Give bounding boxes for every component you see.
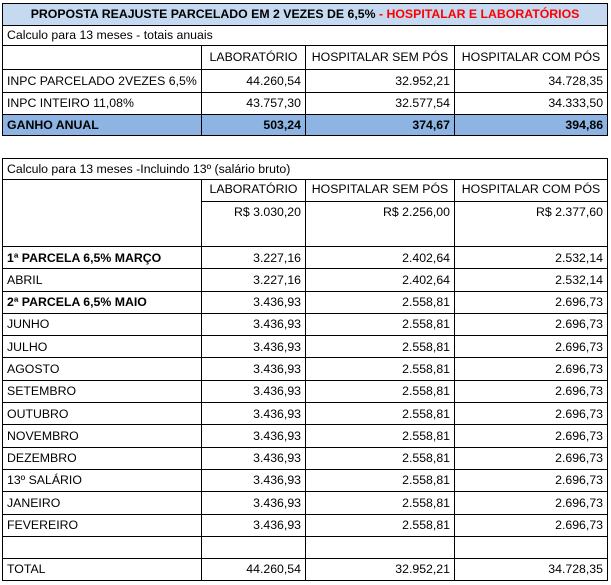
title-row [3, 4, 608, 26]
table2-body [3, 247, 608, 537]
cell-hosp-com-pos: 2.696,73 [455, 358, 608, 380]
row-label: TOTAL [3, 558, 202, 580]
spacer-cell [202, 536, 306, 558]
row-label: 2ª PARCELA 6,5% MAIO [3, 291, 202, 313]
cell-hosp-com-pos: 2.696,73 [455, 514, 608, 536]
cell-laboratorio: 3.436,93 [202, 403, 306, 425]
table1-row-parcelado [3, 70, 608, 93]
table2-row [3, 336, 608, 358]
spacer-cell [455, 536, 608, 558]
cell-laboratorio: 3.436,93 [202, 358, 306, 380]
cell-hosp-com-pos: 2.696,73 [455, 313, 608, 335]
cell-laboratorio: 3.436,93 [202, 380, 306, 402]
table2-header-blank [3, 180, 202, 247]
title-separator: - [375, 7, 387, 22]
cell-hosp-com-pos: 2.696,73 [455, 469, 608, 491]
cell-hosp-com-pos: 2.696,73 [455, 336, 608, 358]
page-title [3, 4, 608, 26]
cell-hosp-sem-pos: 2.402,64 [306, 269, 455, 291]
row-label: NOVEMBRO [3, 425, 202, 447]
cell-hosp-sem-pos: 2.402,64 [306, 247, 455, 269]
table2-subtitle: Calculo para 13 meses -Incluindo 13º (salário bruto) [3, 159, 608, 180]
cell-hosp-sem-pos: 2.558,81 [306, 380, 455, 402]
spacer-cell [306, 536, 455, 558]
row-label: DEZEMBRO [3, 447, 202, 469]
cell-hosp-sem-pos: 374,67 [306, 115, 455, 136]
cell-hosp-sem-pos: 2.558,81 [306, 403, 455, 425]
table2-header-laboratorio: LABORATÓRIO [202, 180, 306, 202]
cell-laboratorio: 3.436,93 [202, 425, 306, 447]
cell-hosp-sem-pos: 32.952,21 [306, 70, 455, 93]
cell-laboratorio: 3.436,93 [202, 492, 306, 514]
table2-spacer-row [3, 536, 608, 558]
cell-hosp-sem-pos: 2.558,81 [306, 358, 455, 380]
row-label: FEVEREIRO [3, 514, 202, 536]
cell-laboratorio: 43.757,30 [202, 93, 306, 115]
subtitle-row [3, 26, 608, 46]
table1-header-hosp-com-pos: HOSPITALAR COM PÓS [455, 46, 608, 70]
table2-row [3, 425, 608, 447]
table2-row [3, 291, 608, 313]
cell-hosp-sem-pos: 2.558,81 [306, 291, 455, 313]
cell-hosp-sem-pos: 2.558,81 [306, 447, 455, 469]
cell-hosp-com-pos: 2.696,73 [455, 291, 608, 313]
title-highlight: HOSPITALAR E LABORATÓRIOS [386, 7, 580, 22]
title-main: PROPOSTA REAJUSTE PARCELADO EM 2 VEZES DE 6,5% [30, 7, 376, 22]
table2-row [3, 313, 608, 335]
row-label: INPC PARCELADO 2VEZES 6,5% [3, 70, 202, 93]
table1-row-ganho-anual [3, 115, 608, 136]
cell-hosp-com-pos: 2.532,14 [455, 247, 608, 269]
table2-row [3, 247, 608, 269]
cell-hosp-sem-pos: 2.558,81 [306, 336, 455, 358]
cell-laboratorio: 3.436,93 [202, 469, 306, 491]
table1-header-blank [3, 46, 202, 70]
cell-laboratorio: 3.436,93 [202, 514, 306, 536]
row-label: INPC INTEIRO 11,08% [3, 93, 202, 115]
row-label: 13º SALÁRIO [3, 469, 202, 491]
cell-hosp-sem-pos: 2.558,81 [306, 514, 455, 536]
cell-hosp-com-pos: 34.728,35 [455, 558, 608, 580]
cell-laboratorio: 44.260,54 [202, 558, 306, 580]
monthly-breakdown-table [2, 158, 608, 581]
cell-hosp-sem-pos: 32.952,21 [306, 558, 455, 580]
cell-hosp-com-pos: 2.532,14 [455, 269, 608, 291]
table1-header-hosp-sem-pos: HOSPITALAR SEM PÓS [306, 46, 455, 70]
filler-cell [202, 223, 306, 247]
table2-row [3, 492, 608, 514]
table1-header-row [3, 46, 608, 70]
table2-header-row [3, 180, 608, 202]
table2-header-hosp-sem-pos: HOSPITALAR SEM PÓS [306, 180, 455, 202]
cell-laboratorio: 3.436,93 [202, 336, 306, 358]
table2-total-row [3, 558, 608, 580]
table1-subtitle: Calculo para 13 meses - totais anuais [3, 26, 608, 46]
base-hosp-com-pos: R$ 2.377,60 [455, 202, 608, 223]
row-label: JUNHO [3, 313, 202, 335]
table2-row [3, 380, 608, 402]
cell-laboratorio: 3.436,93 [202, 291, 306, 313]
base-laboratorio: R$ 3.030,20 [202, 202, 306, 223]
cell-hosp-sem-pos: 2.558,81 [306, 469, 455, 491]
row-label: GANHO ANUAL [3, 115, 202, 136]
row-label: ABRIL [3, 269, 202, 291]
cell-hosp-com-pos: 34.728,35 [455, 70, 608, 93]
spacer-cell [3, 536, 202, 558]
filler-cell [306, 223, 455, 247]
table1-header-laboratorio: LABORATÓRIO [202, 46, 306, 70]
cell-hosp-sem-pos: 32.577,54 [306, 93, 455, 115]
cell-hosp-com-pos: 2.696,73 [455, 492, 608, 514]
base-hosp-sem-pos: R$ 2.256,00 [306, 202, 455, 223]
table2-row [3, 447, 608, 469]
cell-laboratorio: 3.227,16 [202, 269, 306, 291]
row-label: JANEIRO [3, 492, 202, 514]
cell-hosp-com-pos: 34.333,50 [455, 93, 608, 115]
table2-row [3, 514, 608, 536]
cell-hosp-sem-pos: 2.558,81 [306, 425, 455, 447]
table2-header-hosp-com-pos: HOSPITALAR COM PÓS [455, 180, 608, 202]
cell-laboratorio: 3.436,93 [202, 313, 306, 335]
row-label: AGOSTO [3, 358, 202, 380]
cell-hosp-com-pos: 2.696,73 [455, 425, 608, 447]
cell-hosp-com-pos: 2.696,73 [455, 447, 608, 469]
annual-totals-table [2, 3, 608, 136]
row-label: SETEMBRO [3, 380, 202, 402]
table2-row [3, 358, 608, 380]
row-label: OUTUBRO [3, 403, 202, 425]
cell-hosp-sem-pos: 2.558,81 [306, 492, 455, 514]
cell-hosp-sem-pos: 2.558,81 [306, 313, 455, 335]
cell-laboratorio: 3.227,16 [202, 247, 306, 269]
cell-laboratorio: 3.436,93 [202, 447, 306, 469]
cell-hosp-com-pos: 394,86 [455, 115, 608, 136]
cell-hosp-com-pos: 2.696,73 [455, 380, 608, 402]
table2-row [3, 403, 608, 425]
row-label: 1ª PARCELA 6,5% MARÇO [3, 247, 202, 269]
table2-row [3, 269, 608, 291]
table2-row [3, 469, 608, 491]
row-label: JULHO [3, 336, 202, 358]
table1-row-inteiro [3, 93, 608, 115]
filler-cell [455, 223, 608, 247]
table2-subtitle-row [3, 159, 608, 180]
cell-laboratorio: 44.260,54 [202, 70, 306, 93]
cell-laboratorio: 503,24 [202, 115, 306, 136]
cell-hosp-com-pos: 2.696,73 [455, 403, 608, 425]
